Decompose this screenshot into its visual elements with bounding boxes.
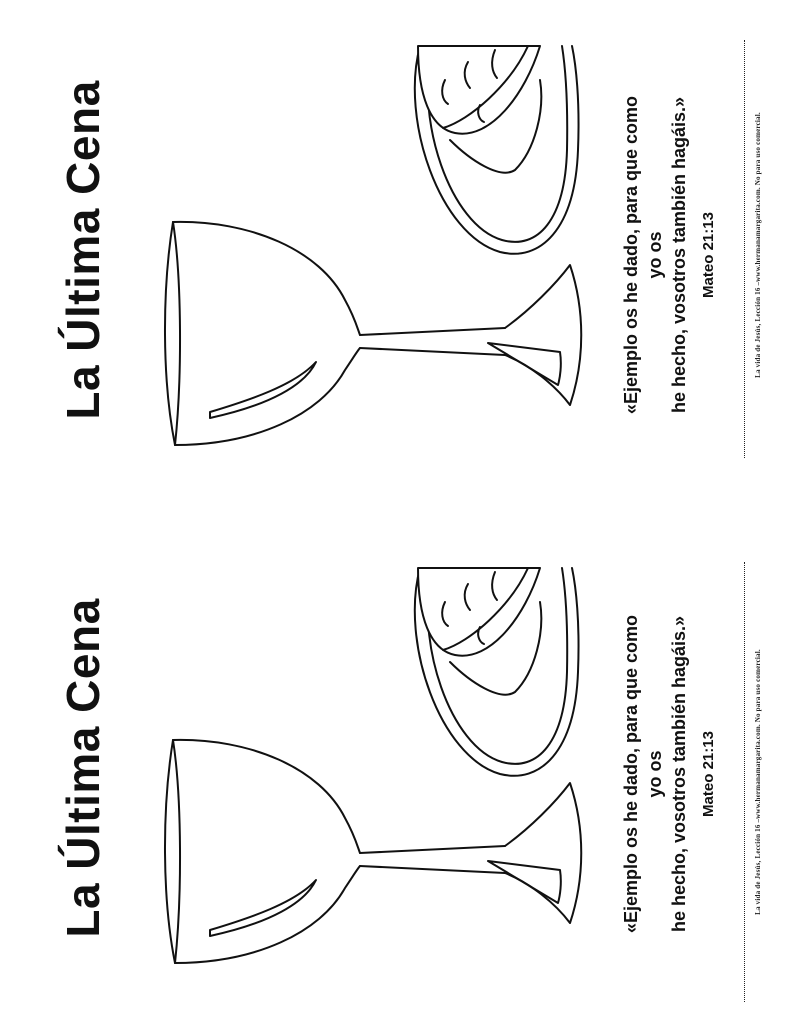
verse-line-2: he hecho, vosotros también hagáis.» <box>669 615 689 933</box>
page-title: La Última Cena <box>57 598 109 938</box>
verse-line-2: he hecho, vosotros también hagáis.» <box>669 96 689 414</box>
bible-verse <box>619 85 721 425</box>
dotted-divider <box>744 562 745 1002</box>
bible-verse <box>619 604 721 944</box>
bread-plate-drawing <box>415 568 579 776</box>
verse-reference: Mateo 21:13 <box>700 731 717 817</box>
page-title: La Última Cena <box>57 80 109 420</box>
copyright-footer: La vida de Jesús, Lección 16 –www.hermanamargarita.com. No para uso comercial. <box>754 649 762 915</box>
chalice-drawing <box>165 222 581 445</box>
bread-plate-drawing <box>415 46 579 254</box>
verse-reference: Mateo 21:13 <box>700 212 717 298</box>
verse-line-1: «Ejemplo os he dado, para que como yo os <box>621 95 665 415</box>
chalice-drawing <box>165 740 581 963</box>
copyright-footer: La vida de Jesús, Lección 16 –www.hermanamargarita.com. No para uso comercial. <box>754 112 762 378</box>
verse-line-1: «Ejemplo os he dado, para que como yo os <box>621 614 665 934</box>
panel-bottom <box>0 512 791 1024</box>
dotted-divider <box>744 40 745 458</box>
